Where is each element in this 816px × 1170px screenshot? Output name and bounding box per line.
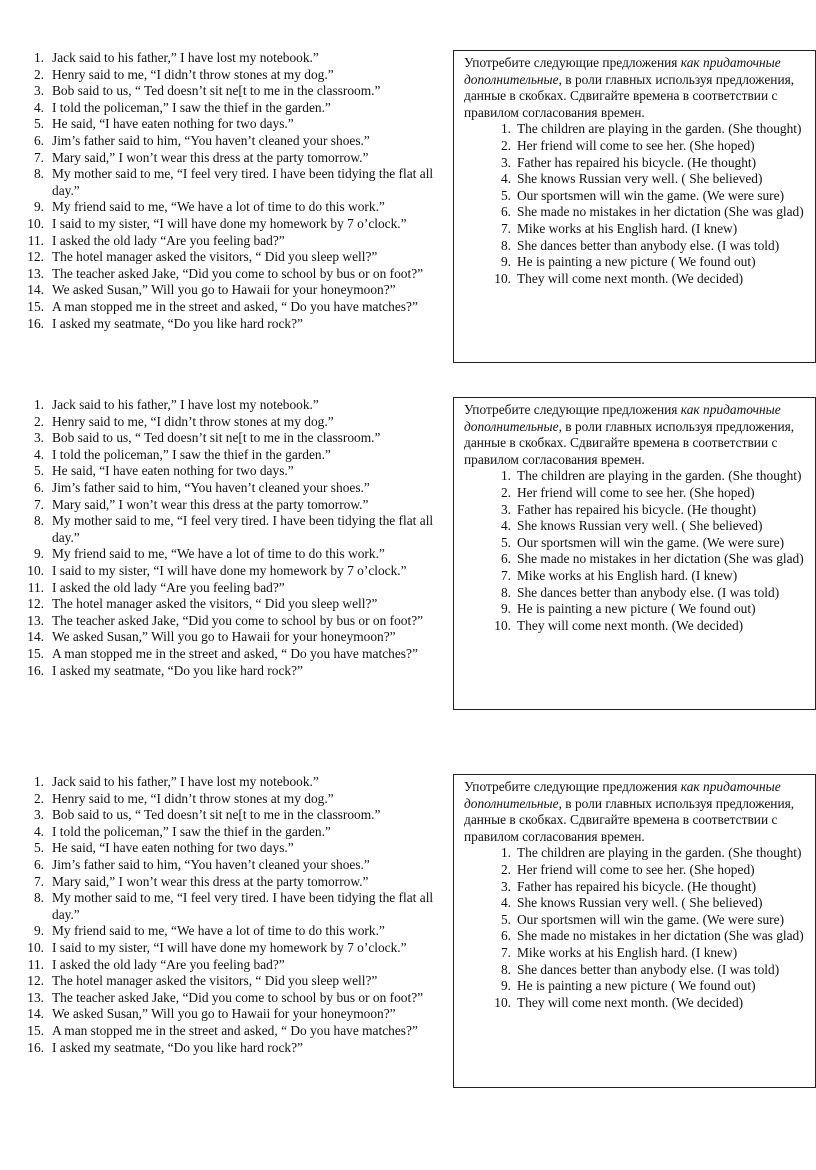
item-text: Her friend will come to see her. (She hoped) [517, 137, 755, 153]
item-text: Jim’s father said to him, “You haven’t cleaned your shoes.” [52, 856, 370, 872]
list-item [22, 282, 447, 299]
item-text: My friend said to me, “We have a lot of time to do this work.” [52, 546, 385, 562]
list-item [22, 629, 447, 646]
item-number: 10. [494, 994, 511, 1010]
list-item [22, 513, 447, 546]
item-number: 13. [27, 989, 44, 1005]
item-number: 5. [33, 463, 44, 479]
list-item [464, 121, 811, 138]
item-text: Mary said,” I won’t wear this dress at the party tomorrow.” [52, 149, 369, 165]
item-text: He said, “I have eaten nothing for two days.” [52, 463, 294, 479]
item-number: 7. [500, 567, 511, 583]
list-item [22, 646, 447, 663]
list-item [22, 216, 447, 233]
list-item [22, 807, 447, 824]
item-text: He said, “I have eaten nothing for two days.” [52, 840, 294, 856]
list-item [464, 485, 811, 502]
item-text: Jim’s father said to him, “You haven’t cleaned your shoes.” [52, 479, 370, 495]
item-number: 10. [494, 270, 511, 286]
list-item [22, 266, 447, 283]
item-text: Mary said,” I won’t wear this dress at the party tomorrow.” [52, 873, 369, 889]
list-item [464, 535, 811, 552]
item-text: Our sportsmen will win the game. (We were sure) [517, 187, 785, 203]
item-text: He is painting a new picture ( We found out) [517, 601, 756, 617]
item-text: My friend said to me, “We have a lot of time to do this work.” [52, 923, 385, 939]
list-item [464, 845, 811, 862]
item-number: 2. [33, 413, 44, 429]
task-box [453, 397, 816, 710]
reported-speech-list [22, 50, 447, 332]
item-number: 1. [500, 121, 511, 137]
task-box [453, 774, 816, 1088]
item-number: 10. [27, 215, 44, 231]
task-intro-text: , в роли главных используя предложения, данные в скобках. Сдвигайте времена в соответствии с правилом согласования времен. [464, 418, 795, 467]
item-text: The children are playing in the garden. (She thought) [517, 121, 802, 137]
task-instructions [464, 779, 811, 845]
list-item [22, 546, 447, 563]
item-text: He is painting a new picture ( We found out) [517, 254, 756, 270]
item-text: Bob said to us, “ Ted doesn’t sit ne[t to me in the classroom.” [52, 430, 381, 446]
item-number: 7. [33, 496, 44, 512]
item-number: 12. [27, 249, 44, 265]
item-number: 14. [27, 282, 44, 298]
item-number: 10. [27, 939, 44, 955]
item-text: She dances better than anybody else. (I was told) [517, 237, 780, 253]
task-intro-italic: как придаточные дополнительные [464, 779, 781, 811]
item-text: Her friend will come to see her. (She hoped) [517, 484, 755, 500]
item-text: They will come next month. (We decided) [517, 617, 744, 633]
item-number: 8. [500, 237, 511, 253]
list-item [22, 497, 447, 514]
list-item [464, 945, 811, 962]
item-number: 2. [500, 861, 511, 877]
list-item [22, 233, 447, 250]
list-item [22, 663, 447, 680]
item-text: Father has repaired his bicycle. (He thought) [517, 878, 757, 894]
list-item [22, 199, 447, 216]
item-number: 7. [500, 220, 511, 236]
list-item [464, 518, 811, 535]
task-sentence-list [464, 121, 811, 287]
item-text: My mother said to me, “I feel very tired. I have been tidying the flat all day.” [52, 513, 434, 545]
item-text: She knows Russian very well. ( She believed) [517, 518, 763, 534]
item-number: 2. [33, 66, 44, 82]
item-number: 6. [33, 856, 44, 872]
item-number: 13. [27, 265, 44, 281]
item-text: I asked my seatmate, “Do you like hard rock?” [52, 315, 303, 331]
item-number: 12. [27, 596, 44, 612]
item-text: I told the policeman,” I saw the thief in the garden.” [52, 823, 331, 839]
list-item [22, 397, 447, 414]
list-item [464, 502, 811, 519]
item-text: Father has repaired his bicycle. (He thought) [517, 154, 757, 170]
item-text: I asked my seatmate, “Do you like hard rock?” [52, 662, 303, 678]
list-item [22, 133, 447, 150]
item-number: 7. [33, 873, 44, 889]
item-number: 10. [27, 562, 44, 578]
item-text: Jack said to his father,” I have lost my notebook.” [52, 774, 319, 789]
item-number: 4. [500, 518, 511, 534]
list-item [22, 563, 447, 580]
item-text: Her friend will come to see her. (She hoped) [517, 861, 755, 877]
item-text: She made no mistakes in her dictation (She was glad) [517, 204, 804, 220]
item-text: My friend said to me, “We have a lot of time to do this work.” [52, 199, 385, 215]
item-text: I asked the old lady “Are you feeling bad?” [52, 232, 285, 248]
item-number: 7. [500, 944, 511, 960]
item-number: 16. [27, 1039, 44, 1055]
list-item [464, 468, 811, 485]
list-item [22, 414, 447, 431]
list-item [22, 840, 447, 857]
list-item [22, 116, 447, 133]
item-text: Our sportsmen will win the game. (We were sure) [517, 534, 785, 550]
item-number: 16. [27, 662, 44, 678]
list-item [464, 912, 811, 929]
item-text: A man stopped me in the street and asked, “ Do you have matches?” [52, 298, 418, 314]
task-intro-text: , в роли главных используя предложения, данные в скобках. Сдвигайте времена в соответствии с правилом согласования времен. [464, 71, 795, 120]
list-item [464, 138, 811, 155]
item-number: 3. [33, 807, 44, 823]
list-item [22, 874, 447, 891]
list-item [22, 613, 447, 630]
item-text: She knows Russian very well. ( She believed) [517, 895, 763, 911]
item-number: 13. [27, 612, 44, 628]
item-number: 11. [27, 232, 44, 248]
task-instructions [464, 402, 811, 468]
list-item [22, 774, 447, 791]
list-item [22, 447, 447, 464]
item-text: Jim’s father said to him, “You haven’t cleaned your shoes.” [52, 132, 370, 148]
item-text: I asked my seatmate, “Do you like hard rock?” [52, 1039, 303, 1055]
item-text: The teacher asked Jake, “Did you come to school by bus or on foot?” [52, 989, 424, 1005]
reported-speech-list [22, 397, 447, 679]
item-text: She made no mistakes in her dictation (She was glad) [517, 551, 804, 567]
item-number: 4. [500, 895, 511, 911]
item-text: The children are playing in the garden. (She thought) [517, 845, 802, 861]
item-number: 10. [494, 617, 511, 633]
list-item [22, 67, 447, 84]
item-number: 5. [33, 116, 44, 132]
list-item [22, 596, 447, 613]
item-number: 11. [27, 956, 44, 972]
item-text: We asked Susan,” Will you go to Hawaii for your honeymoon?” [52, 629, 396, 645]
item-text: I told the policeman,” I saw the thief in the garden.” [52, 446, 331, 462]
item-text: She dances better than anybody else. (I was told) [517, 961, 780, 977]
list-item [22, 249, 447, 266]
list-item [464, 978, 811, 995]
item-text: Mary said,” I won’t wear this dress at the party tomorrow.” [52, 496, 369, 512]
list-item [22, 316, 447, 333]
list-item [22, 100, 447, 117]
task-box [453, 50, 816, 363]
item-number: 12. [27, 973, 44, 989]
item-number: 9. [500, 601, 511, 617]
item-number: 15. [27, 1022, 44, 1038]
item-text: The teacher asked Jake, “Did you come to school by bus or on foot?” [52, 265, 424, 281]
item-text: Jack said to his father,” I have lost my notebook.” [52, 50, 319, 65]
list-item [22, 1006, 447, 1023]
list-item [464, 601, 811, 618]
item-text: Father has repaired his bicycle. (He thought) [517, 501, 757, 517]
item-number: 6. [33, 132, 44, 148]
item-number: 4. [33, 823, 44, 839]
task-sentence-list [464, 468, 811, 634]
item-number: 8. [33, 890, 44, 906]
item-text: The teacher asked Jake, “Did you come to school by bus or on foot?” [52, 612, 424, 628]
item-number: 2. [500, 137, 511, 153]
item-text: Henry said to me, “I didn’t throw stones at my dog.” [52, 790, 334, 806]
item-text: Jack said to his father,” I have lost my notebook.” [52, 397, 319, 412]
item-number: 3. [500, 878, 511, 894]
item-text: She made no mistakes in her dictation (She was glad) [517, 928, 804, 944]
list-item [22, 824, 447, 841]
item-text: Bob said to us, “ Ted doesn’t sit ne[t to me in the classroom.” [52, 83, 381, 99]
item-number: 1. [33, 397, 44, 412]
item-number: 5. [500, 187, 511, 203]
item-number: 6. [500, 204, 511, 220]
item-text: Our sportsmen will win the game. (We were sure) [517, 911, 785, 927]
item-number: 1. [500, 468, 511, 484]
list-item [464, 962, 811, 979]
item-number: 1. [33, 774, 44, 789]
item-text: Mike works at his English hard. (I knew) [517, 567, 738, 583]
item-number: 3. [33, 83, 44, 99]
list-item [22, 463, 447, 480]
item-number: 2. [500, 484, 511, 500]
item-text: They will come next month. (We decided) [517, 270, 744, 286]
item-text: She dances better than anybody else. (I was told) [517, 584, 780, 600]
item-number: 4. [500, 171, 511, 187]
list-item [22, 480, 447, 497]
item-text: He said, “I have eaten nothing for two days.” [52, 116, 294, 132]
item-number: 14. [27, 629, 44, 645]
item-number: 1. [33, 50, 44, 65]
list-item [464, 895, 811, 912]
list-item [22, 430, 447, 447]
list-item [464, 568, 811, 585]
item-text: I asked the old lady “Are you feeling bad?” [52, 956, 285, 972]
item-text: I said to my sister, “I will have done my homework by 7 o’clock.” [52, 562, 407, 578]
list-item [464, 254, 811, 271]
list-item [22, 1040, 447, 1057]
item-text: A man stopped me in the street and asked, “ Do you have matches?” [52, 1022, 418, 1038]
list-item [464, 171, 811, 188]
item-number: 9. [33, 923, 44, 939]
item-number: 1. [500, 845, 511, 861]
item-text: The children are playing in the garden. (She thought) [517, 468, 802, 484]
item-text: I told the policeman,” I saw the thief in the garden.” [52, 99, 331, 115]
list-item [22, 580, 447, 597]
item-number: 9. [33, 199, 44, 215]
list-item [464, 271, 811, 288]
item-number: 4. [33, 446, 44, 462]
list-item [22, 990, 447, 1007]
item-text: We asked Susan,” Will you go to Hawaii for your honeymoon?” [52, 1006, 396, 1022]
list-item [22, 299, 447, 316]
list-item [464, 155, 811, 172]
item-number: 5. [500, 534, 511, 550]
item-number: 14. [27, 1006, 44, 1022]
item-text: My mother said to me, “I feel very tired. I have been tidying the flat all day.” [52, 890, 434, 922]
item-number: 9. [33, 546, 44, 562]
list-item [22, 50, 447, 67]
task-instructions [464, 55, 811, 121]
item-text: I said to my sister, “I will have done my homework by 7 o’clock.” [52, 215, 407, 231]
list-item [464, 862, 811, 879]
item-number: 6. [500, 928, 511, 944]
list-item [464, 204, 811, 221]
item-text: The hotel manager asked the visitors, “ Did you sleep well?” [52, 249, 378, 265]
task-intro-italic: как придаточные дополнительные [464, 402, 781, 434]
list-item [22, 150, 447, 167]
list-item [464, 188, 811, 205]
item-number: 8. [500, 584, 511, 600]
reported-speech-list [22, 774, 447, 1056]
item-text: I asked the old lady “Are you feeling bad?” [52, 579, 285, 595]
item-text: My mother said to me, “I feel very tired. I have been tidying the flat all day.” [52, 166, 434, 198]
list-item [464, 221, 811, 238]
item-number: 15. [27, 645, 44, 661]
item-number: 8. [500, 961, 511, 977]
list-item [22, 940, 447, 957]
item-text: Henry said to me, “I didn’t throw stones at my dog.” [52, 413, 334, 429]
item-number: 9. [500, 254, 511, 270]
item-text: The hotel manager asked the visitors, “ Did you sleep well?” [52, 973, 378, 989]
item-number: 5. [500, 911, 511, 927]
item-text: Bob said to us, “ Ted doesn’t sit ne[t to me in the classroom.” [52, 807, 381, 823]
list-item [22, 166, 447, 199]
list-item [464, 879, 811, 896]
task-intro-text: Употребите следующие предложения [464, 779, 681, 794]
list-item [22, 83, 447, 100]
item-text: Mike works at his English hard. (I knew) [517, 220, 738, 236]
item-number: 3. [500, 154, 511, 170]
item-number: 2. [33, 790, 44, 806]
task-intro-italic: как придаточные дополнительные [464, 55, 781, 87]
item-text: The hotel manager asked the visitors, “ Did you sleep well?” [52, 596, 378, 612]
item-number: 16. [27, 315, 44, 331]
list-item [464, 238, 811, 255]
item-text: Henry said to me, “I didn’t throw stones at my dog.” [52, 66, 334, 82]
item-number: 9. [500, 978, 511, 994]
item-number: 7. [33, 149, 44, 165]
item-text: A man stopped me in the street and asked, “ Do you have matches?” [52, 645, 418, 661]
list-item [22, 973, 447, 990]
item-text: She knows Russian very well. ( She believed) [517, 171, 763, 187]
item-number: 8. [33, 513, 44, 529]
item-text: Mike works at his English hard. (I knew) [517, 944, 738, 960]
task-intro-text: Употребите следующие предложения [464, 55, 681, 70]
item-number: 11. [27, 579, 44, 595]
item-number: 3. [500, 501, 511, 517]
item-number: 6. [500, 551, 511, 567]
item-text: They will come next month. (We decided) [517, 994, 744, 1010]
list-item [22, 1023, 447, 1040]
list-item [22, 957, 447, 974]
item-text: He is painting a new picture ( We found out) [517, 978, 756, 994]
item-number: 3. [33, 430, 44, 446]
list-item [464, 618, 811, 635]
list-item [464, 585, 811, 602]
item-number: 5. [33, 840, 44, 856]
item-text: We asked Susan,” Will you go to Hawaii for your honeymoon?” [52, 282, 396, 298]
list-item [464, 551, 811, 568]
task-intro-text: , в роли главных используя предложения, данные в скобках. Сдвигайте времена в соответствии с правилом согласования времен. [464, 795, 795, 844]
list-item [464, 928, 811, 945]
list-item [22, 923, 447, 940]
list-item [22, 857, 447, 874]
item-number: 6. [33, 479, 44, 495]
item-number: 4. [33, 99, 44, 115]
list-item [22, 791, 447, 808]
item-text: I said to my sister, “I will have done my homework by 7 o’clock.” [52, 939, 407, 955]
item-number: 15. [27, 298, 44, 314]
task-intro-text: Употребите следующие предложения [464, 402, 681, 417]
list-item [464, 995, 811, 1012]
item-number: 8. [33, 166, 44, 182]
task-sentence-list [464, 845, 811, 1011]
list-item [22, 890, 447, 923]
